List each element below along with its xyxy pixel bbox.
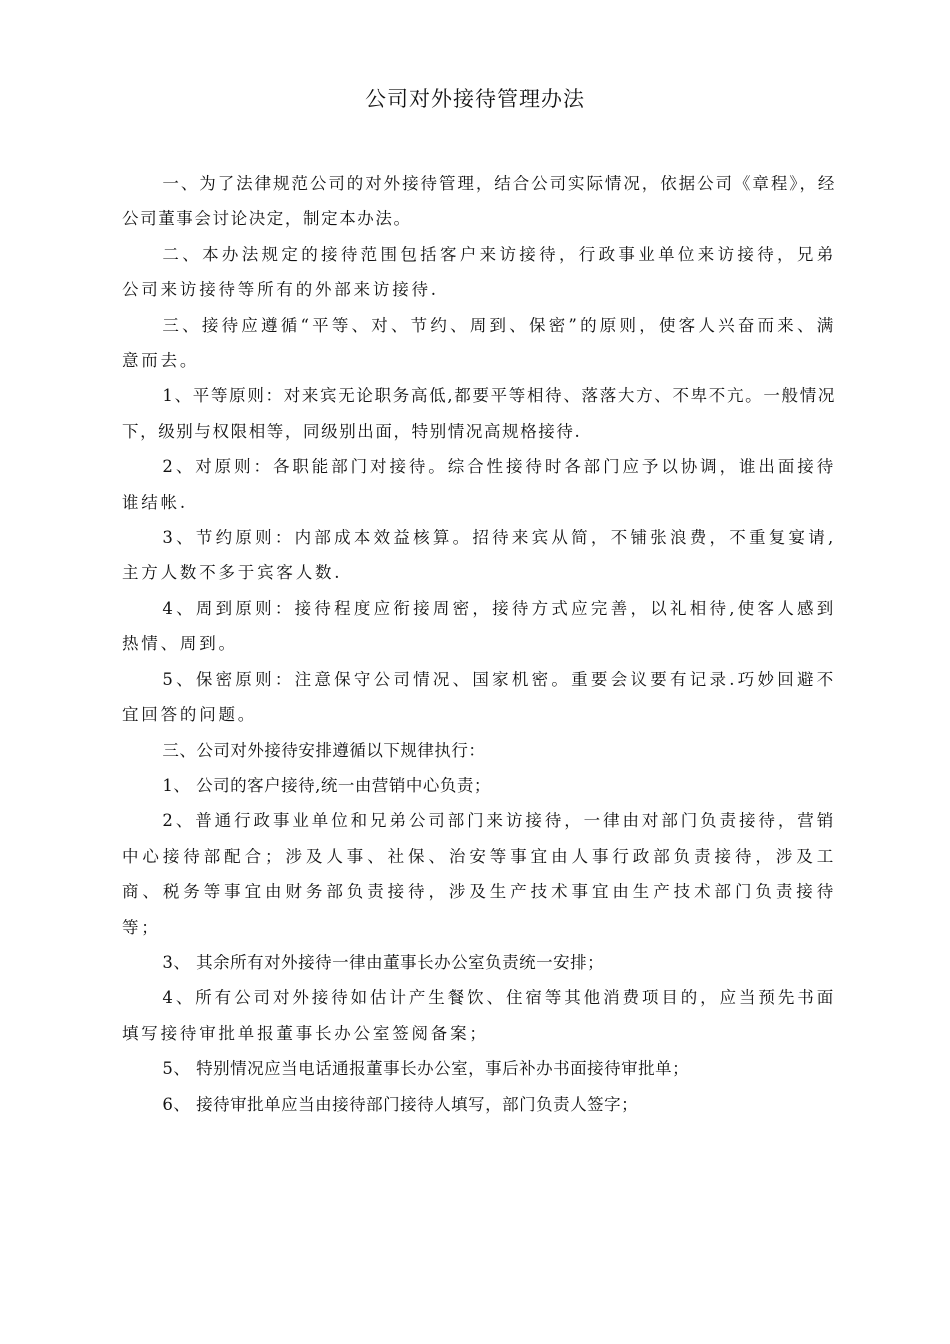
paragraph-1: 一、为了法律规范公司的对外接待管理，结合公司实际情况，依据公司《章程》，经公司董事会讨论决定，制定本办法。 bbox=[122, 174, 836, 229]
paragraph-9: 三、公司对外接待安排遵循以下规律执行： bbox=[162, 740, 486, 760]
paragraph-3: 三、接待应遵循“平等、对、节约、周到、保密”的原则，使客人兴奋而来、满意而去。 bbox=[122, 315, 836, 371]
paragraph-2: 二、本办法规定的接待范围包括客户来访接待，行政事业单位来访接待，兄弟公司来访接待等所有的外部来访接待. bbox=[122, 244, 836, 300]
paragraph-14: 5、 特别情况应当电话通报董事长办公室，事后补办书面接待审批单； bbox=[162, 1059, 690, 1079]
paragraph-8: 5、保密原则：注意保守公司情况、国家机密。重要会议要有记录.巧妙回避不宜回答的问题。 bbox=[122, 669, 836, 725]
document-body bbox=[122, 166, 836, 1122]
paragraph-7: 4、周到原则：接待程度应衔接周密，接待方式应完善，以礼相待,使客人感到热情、周到。 bbox=[122, 598, 836, 654]
paragraph-6: 3、节约原则：内部成本效益核算。招待来宾从简，不铺张浪费，不重复宴请,主方人数不多于宾客人数. bbox=[122, 528, 836, 583]
paragraph-12: 3、 其余所有对外接待一律由董事长办公室负责统一安排； bbox=[162, 952, 605, 972]
paragraph-10: 1、 公司的客户接待,统一由营销中心负责； bbox=[162, 775, 491, 795]
document-title: 公司对外接待管理办法 bbox=[365, 87, 585, 111]
paragraph-15: 6、 接待审批单应当由接待部门接待人填写，部门负责人签字； bbox=[162, 1094, 639, 1114]
paragraph-11: 2、普通行政事业单位和兄弟公司部门来访接待，一律由对部门负责接待，营销中心接待部配合；涉及人事、社保、治安等事宜由人事行政部负责接待，涉及工商、税务等事宜由财务部负责接待，涉及生产技术事宜由生产技术部门负责接待等； bbox=[122, 811, 836, 937]
paragraph-5: 2、对原则：各职能部门对接待。综合性接待时各部门应予以协调，谁出面接待谁结帐. bbox=[122, 457, 836, 512]
paragraph-13: 4、所有公司对外接待如估计产生餐饮、住宿等其他消费项目的，应当预先书面填写接待审批单报董事长办公室签阅备案； bbox=[122, 988, 836, 1043]
paragraph-4: 1、平等原则：对来宾无论职务高低,都要平等相待、落落大方、不卑不亢。一般情况下，级别与权限相等，同级别出面，特别情况高规格接待. bbox=[122, 386, 836, 441]
